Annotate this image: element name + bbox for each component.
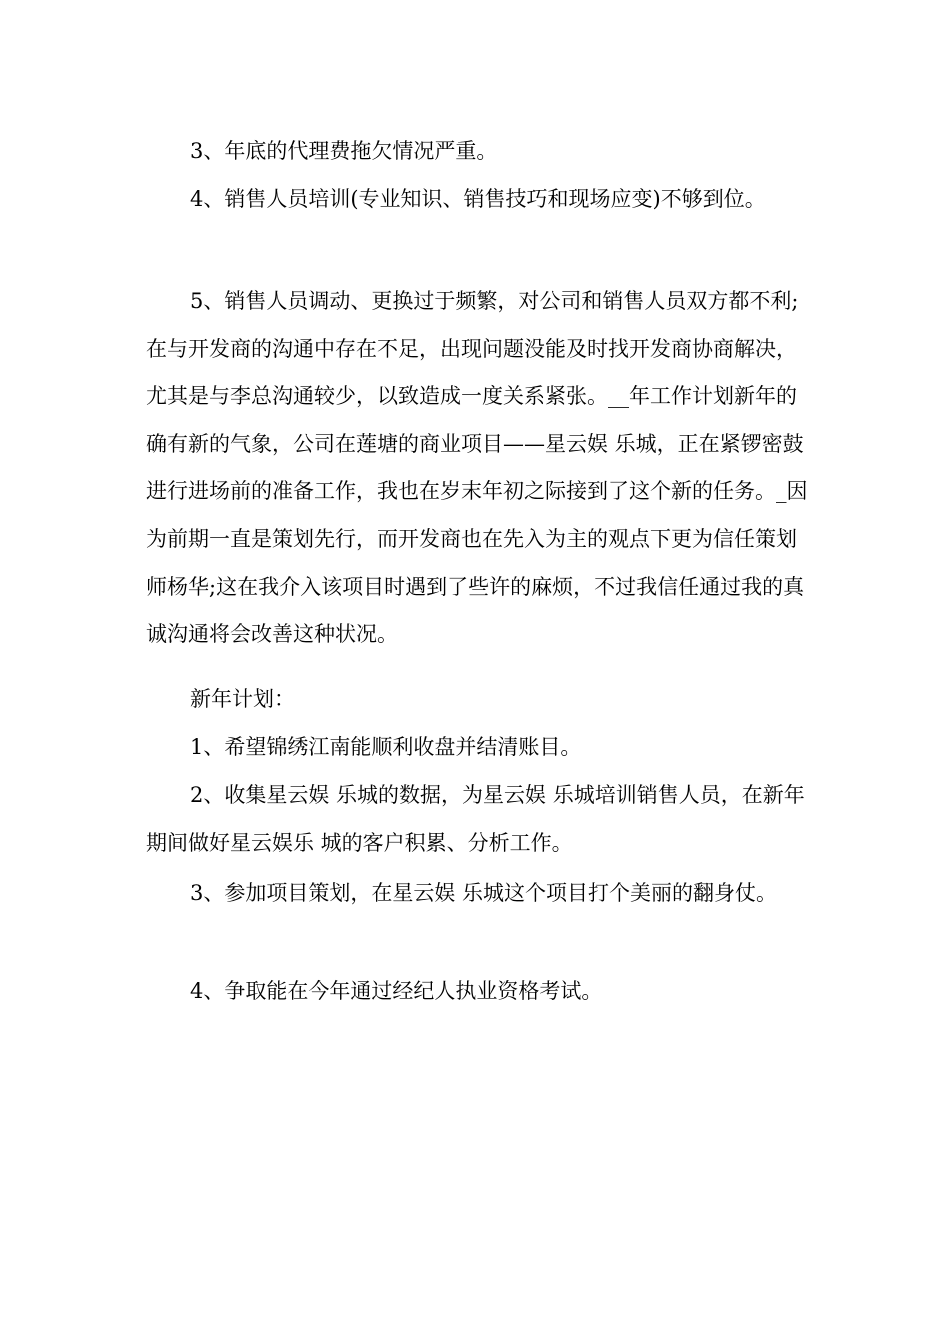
paragraph-issue-4: 4、销售人员培训(专业知识、销售技巧和现场应变)不够到位。 bbox=[190, 187, 766, 211]
paragraph-issue-3: 3、年底的代理费拖欠情况严重。 bbox=[190, 139, 498, 163]
section-heading-new-year-plan: 新年计划： bbox=[190, 687, 295, 711]
paragraph-plan-2: 2、收集星云娱 乐城的数据，为星云娱 乐城培训销售人员，在新年期间做好星云娱乐 城的客户积累、分析工作。 bbox=[146, 783, 805, 855]
paragraph-plan-3: 3、参加项目策划，在星云娱 乐城这个项目打个美丽的翻身仗。 bbox=[190, 881, 778, 905]
paragraph-plan-4: 4、争取能在今年通过经纪人执业资格考试。 bbox=[190, 979, 603, 1003]
paragraph-plan-1: 1、希望锦绣江南能顺利收盘并结清账目。 bbox=[190, 735, 582, 759]
paragraph-issue-5: 5、销售人员调动、更换过于频繁，对公司和销售人员双方都不利;在与开发商的沟通中存在不足，出现问题没能及时找开发商协商解决，尤其是与李总沟通较少，以致造成一度关系紧张。__年工作计划新年的确有新的气象，公司在莲塘的商业项目——星云娱 乐城，正在紧锣密鼓进行进场前的准备工作，我也在岁末年初之际接到了这个新的任务。_因为前期一直是策划先行，而开发商也在先入为主的观点下更为信任策划师杨华;这在我介入该项目时遇到了些许的麻烦，不过我信任通过我的真诚沟通将会改善这种状况。 bbox=[146, 289, 808, 647]
